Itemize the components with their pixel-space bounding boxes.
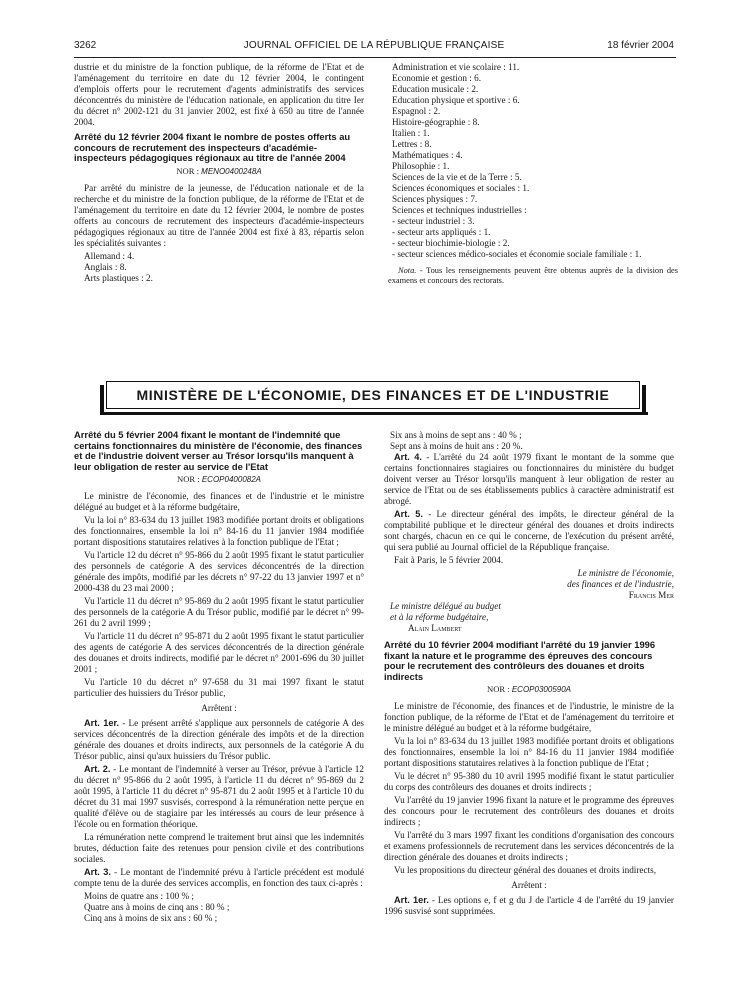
top-left-column xyxy=(74,62,364,284)
nor-code: ECOP0300590A xyxy=(511,685,571,695)
list-item: Allemand : 4. xyxy=(84,250,135,261)
arrete-title: Arrêté du 10 février 2004 modifiant l'arrêté du 19 janvier 1996 fixant la nature et le programme des épreuves des concours pour le recrutement des contrôleurs des douanes et droits indirects xyxy=(384,639,656,682)
specialty-list xyxy=(388,62,678,216)
article-3 xyxy=(74,867,364,889)
article-text: - Le montant de l'indemnité prévu à l'article précédent est modulé compte tenu de la durée des services accomplis, en fonction des taux ci-après : xyxy=(74,867,364,889)
ministry-title: MINISTÈRE DE L'ÉCONOMIE, DES FINANCES ET DE L'INDUSTRIE xyxy=(136,387,610,403)
signature-line: et à la réforme budgétaire, xyxy=(390,612,489,622)
arrete-title: Arrêté du 5 février 2004 fixant le montant de l'indemnité que certains fonctionnaires du ministère de l'économie, des finances et de l'industrie doivent verser au Trésor lorsqu'ils manquent à leur obligation de rester au service de l'Etat xyxy=(74,429,363,472)
list-item: Education physique et sportive : 6. xyxy=(392,95,520,105)
nota-note xyxy=(388,266,678,286)
article-label: Art. 1er. xyxy=(394,895,429,906)
visa-paragraph: Vu l'arrêté du 3 mars 1997 fixant les conditions d'organisation des concours et examens professionnels de recrutement dans les services déconcentrés de la direction générale des douanes et droits indirects ; xyxy=(384,830,674,863)
list-item: - secteur sciences médico-sociales et économie sociale familiale : 1. xyxy=(392,249,642,259)
list-item: Six ans à moins de sept ans : 40 % ; xyxy=(390,430,522,440)
article-4 xyxy=(384,452,674,507)
fait-a-paris: Fait à Paris, le 5 février 2004. xyxy=(394,555,504,565)
visa-paragraph: Vu la loi n° 83-634 du 13 juillet 1983 modifiée portant droits et obligations des fonctionnaires, ensemble la loi n° 84-16 du 11 janvier 1984 modifiée portant dispositions statutaires relatives à la fonction publique de l'Etat ; xyxy=(384,736,674,769)
list-item: - secteur biochimie-biologie : 2. xyxy=(392,238,510,248)
visa-paragraph: Vu l'arrêté du 19 janvier 1996 fixant la nature et le programme des épreuves des concours pour le recrutement des contrôleurs des douanes et droits indirects ; xyxy=(384,795,674,828)
visa-paragraph: Vu les propositions du directeur général des douanes et droits indirects, xyxy=(394,865,656,876)
nor-code: ECOP0400082A xyxy=(201,475,261,485)
top-right-column xyxy=(388,62,678,288)
ministry-banner xyxy=(106,381,640,409)
rate-list xyxy=(74,891,364,924)
article-label: Art. 4. xyxy=(394,452,422,462)
visa-paragraph: Vu l'article 11 du décret n° 95-871 du 2 août 1995 fixant le statut particulier des agents de catégorie A des services déconcentrés de la direction générale des douanes et droits indirects, modifié par le décret n° 2001-696 du 30 juillet 2001 ; xyxy=(74,631,364,675)
bottom-left-column xyxy=(74,426,364,924)
list-item: Quatre ans à moins de cinq ans : 80 % ; xyxy=(84,902,230,913)
list-item: Arts plastiques : 2. xyxy=(84,272,153,283)
article-label: Art. 3. xyxy=(84,867,111,878)
visa-paragraph: Vu la loi n° 83-634 du 13 juillet 1983 modifiée portant droits et obligations des fonctionnaires, ensemble la loi n° 84-16 du 11 janvier 1984 modifiée portant dispositions statutaires relatives à la fonction publique de l'Etat ; xyxy=(74,515,364,548)
list-item: Education musicale : 2. xyxy=(392,84,479,94)
article-text: - Le directeur général des impôts, le directeur général de la comptabilité publique et le directeur général des douanes et droits indirects sont chargés, chacun en ce qui le concerne, de l'exécution du présent arrêté, qui sera publié au Journal officiel de la République française. xyxy=(384,509,674,552)
sector-list xyxy=(388,216,678,260)
visa-paragraph: Le ministre de l'économie, des finances et de l'industrie et le ministre délégué au budget et à la réforme budgétaire, xyxy=(74,491,364,513)
article-text: - Le présent arrêté s'applique aux personnels de catégorie A des services déconcentrés de la direction générale des impôts et de la direction générale des douanes et droits indirects, aux personnels de la catégorie A du Trésor public, ainsi qu'aux huissiers du Trésor public. xyxy=(74,718,364,762)
arretent-heading: Arrêtent : xyxy=(201,703,237,714)
article-text: - L'arrêté du 24 août 1979 fixant le montant de la somme que certains fonctionnaires stagiaires ou fonctionnaires du ministère du budget doivent verser au Trésor lorsqu'ils manquent à leur obligation de rester au service de l'Etat ou de ses établissements publics à caractère administratif est abrogé. xyxy=(384,452,674,506)
issue-date: 18 février 2004 xyxy=(607,40,674,51)
signatory-name: Alain Lambert xyxy=(408,623,462,633)
article-label: Art. 2. xyxy=(84,764,111,775)
ministry-rule xyxy=(100,412,648,415)
list-item: Sciences physiques : 7. xyxy=(392,194,478,204)
nor-label: NOR : xyxy=(487,684,510,695)
signature-line: des finances et de l'industrie, xyxy=(567,579,674,589)
nor-reference xyxy=(74,474,364,485)
article-2-continued: La rémunération nette comprend le traitement brut ainsi que les indemnités brutes, déduction faite des retenues pour pension civile et des contributions sociales. xyxy=(74,832,364,865)
nota-text: - Tous les renseignements peuvent être obtenus auprès de la division des examens et concours des rectorats. xyxy=(388,266,678,285)
list-item: Philosophie : 1. xyxy=(392,161,450,171)
list-item: - secteur arts appliqués : 1. xyxy=(392,227,491,237)
specialty-list xyxy=(74,251,364,284)
list-item: - secteur industriel : 3. xyxy=(392,216,475,226)
body-paragraph: Par arrêté du ministre de la jeunesse, de l'éducation nationale et de la recherche et du ministre de la fonction publique, de la réforme de l'Etat et de l'aménagement du territoire en date du 12 février 2004, le nombre de postes offerts au concours de recrutement des inspecteurs d'académie-inspecteurs pédagogiques régionaux au titre de l'année 2004 est fixé à 83, répartis selon les spécialités suivantes : xyxy=(74,182,364,248)
list-item: Lettres : 8. xyxy=(392,139,432,149)
list-item: Histoire-géographie : 8. xyxy=(392,117,480,127)
list-item: Anglais : 8. xyxy=(84,261,127,272)
list-item: Administration et vie scolaire : 11. xyxy=(392,62,520,72)
list-item: Economie et gestion : 6. xyxy=(392,73,482,83)
signature-line: Le ministre de l'économie, xyxy=(577,568,674,578)
article-2 xyxy=(74,764,364,830)
page-header xyxy=(74,40,674,56)
page-number: 3262 xyxy=(74,40,97,51)
article-text: - Le montant de l'indemnité à verser au Trésor, prévue à l'article 12 du décret n° 95-866 du 2 août 1995, à l'article 11 du décret n° 95-869 du 2 août 1995, à l'article 11 du décret n° 95-871 du 2 août 1995 et à l'article 10 du décret du 31 mai 1997 susvisés, correspond à la rémunération nette perçue en qualité d'élève ou de stagiaire par les intéressés au cours de leur présence à l'école ou en formation théorique. xyxy=(74,764,364,830)
list-item: Italien : 1. xyxy=(392,128,430,138)
list-item: Cinq ans à moins de six ans : 60 % ; xyxy=(84,913,218,924)
nota-label: Nota. xyxy=(398,266,417,275)
visa-paragraph: Vu l'article 12 du décret n° 95-866 du 2 août 1995 fixant le statut particulier des personnels de catégorie A des services déconcentrés de la direction générale des impôts, modifié par les décrets n° 97-22 du 13 janvier 1997 et n° 2000-438 du 23 mai 2000 ; xyxy=(74,550,364,594)
nor-code: MENO0400248A xyxy=(201,166,262,176)
article-5 xyxy=(384,509,674,553)
article-1 xyxy=(384,895,674,917)
visa-paragraph: Le ministre de l'économie, des finances et de l'industrie, le ministre de la fonction publique, de la réforme de l'Etat et de l'aménagement du territoire et le ministre délégué au budget et à la réforme budgétaire, xyxy=(384,701,674,734)
header-rule xyxy=(74,57,676,58)
list-item: Sept ans à moins de huit ans : 20 %. xyxy=(390,441,523,451)
journal-title: JOURNAL OFFICIEL DE LA RÉPUBLIQUE FRANÇAISE xyxy=(243,40,505,51)
nor-reference xyxy=(384,684,674,695)
visa-paragraph: Vu l'article 11 du décret n° 95-869 du 2 août 1995 fixant le statut particulier des personnels de la catégorie A du Trésor public, modifié par le décret n° 99-261 du 2 avril 1999 ; xyxy=(74,596,364,629)
nor-reference xyxy=(74,166,364,177)
signatory-name: Francis Mer xyxy=(628,590,674,600)
list-item: Sciences et techniques industrielles : xyxy=(392,205,527,215)
bottom-right-column xyxy=(384,430,674,919)
list-item: Espagnol : 2. xyxy=(392,106,441,116)
article-1 xyxy=(74,718,364,762)
list-item: Moins de quatre ans : 100 % ; xyxy=(84,891,194,902)
nor-label: NOR : xyxy=(176,165,200,176)
visa-paragraph: Vu le décret n° 95-380 du 10 avril 1995 modifié fixant le statut particulier du corps des contrôleurs des douanes et droits indirects ; xyxy=(384,771,674,793)
list-item: Sciences économiques et sociales : 1. xyxy=(392,183,530,193)
nor-label: NOR : xyxy=(177,474,200,485)
signature-line: Le ministre délégué au budget xyxy=(390,601,501,611)
article-label: Art. 5. xyxy=(394,509,423,519)
visa-paragraph: Vu l'article 10 du décret n° 97-658 du 31 mai 1997 fixant le statut particulier des huissiers du Trésor public, xyxy=(74,677,364,699)
rate-list xyxy=(384,430,674,452)
article-text: - Les options e, f et g du J de l'article 4 de l'arrêté du 19 janvier 1996 susvisé sont supprimées. xyxy=(384,895,674,917)
arretent-heading: Arrêtent : xyxy=(511,880,547,891)
list-item: Sciences de la vie et de la Terre : 5. xyxy=(392,172,522,182)
list-item: Mathématiques : 4. xyxy=(392,150,463,160)
intro-paragraph: dustrie et du ministre de la fonction publique, de la réforme de l'Etat et de l'aménagement du territoire en date du 12 février 2004, le contingent d'emplois offerts pour le recrutement d'agents administratifs des services déconcentrés du ministère de l'éducation nationale, en application du titre Ier du décret n° 2002-121 du 31 janvier 2002, est fixé à 650 au titre de l'année 2004. xyxy=(74,62,364,127)
arrete-title: Arrêté du 12 février 2004 fixant le nombre de postes offerts au concours de recrutement des inspecteurs d'académie-inspecteurs pédagogiques régionaux au titre de l'année 2004 xyxy=(74,131,351,164)
article-label: Art. 1er. xyxy=(84,718,120,729)
